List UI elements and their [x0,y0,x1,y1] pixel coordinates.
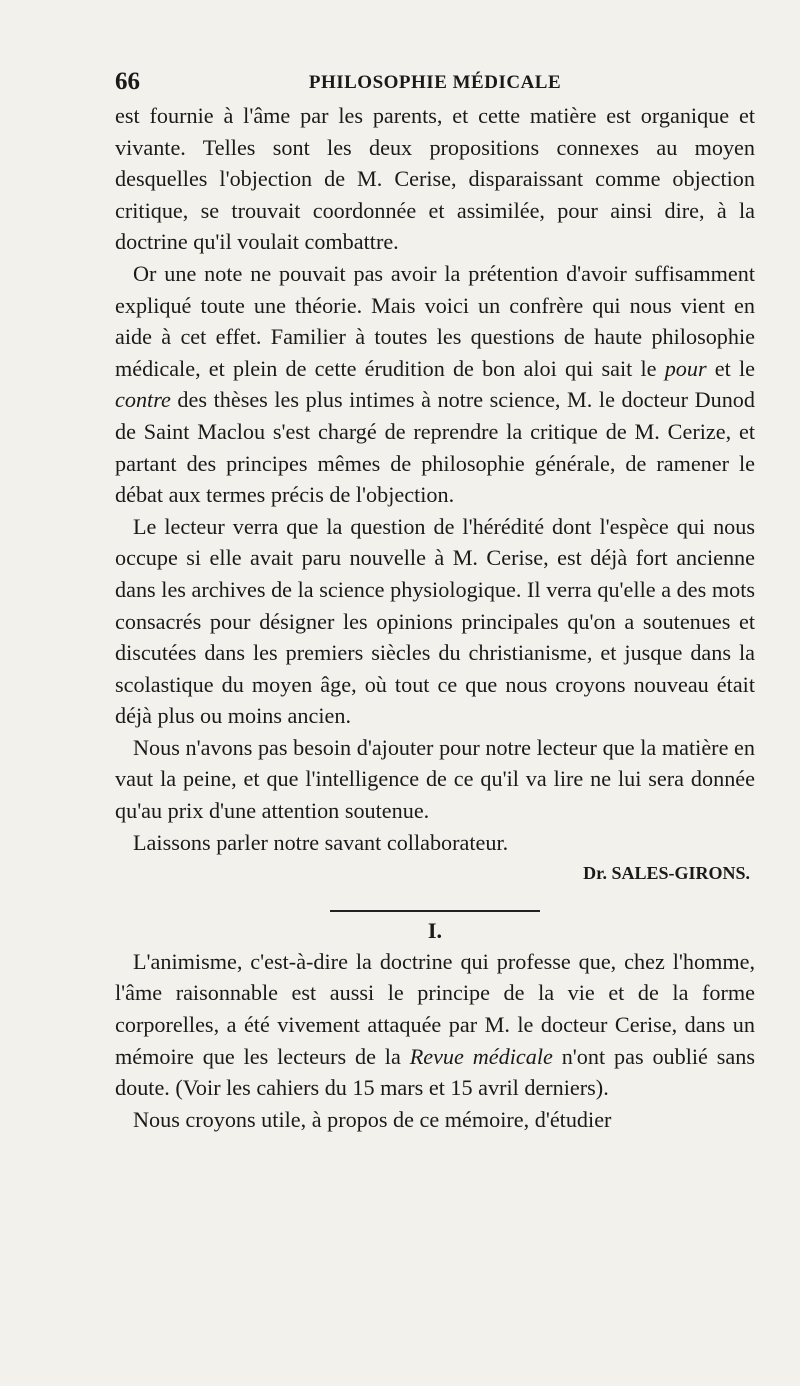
body-text [115,100,755,1135]
italic-pour: pour [664,355,707,381]
paragraph-6 [115,946,755,1104]
running-title: PHILOSOPHIE MÉDICALE [308,72,562,93]
section-number: I. [427,917,443,943]
paragraph-7: Nous croyons utile, à propos de ce mémoire, d'étudier [133,1106,612,1132]
paragraph-2-part-b: et le [706,355,755,381]
paragraph-2 [115,258,755,511]
page-header [115,68,755,98]
page-number: 66 [115,68,140,95]
paragraph-5: Laissons parler notre savant collaborateur. [133,829,509,855]
section-divider [330,910,540,912]
paragraph-4: Nous n'avons pas besoin d'ajouter pour notre lecteur que la matière en vaut la peine, et que l'intelligence de ce qu'il va lire ne lui sera donnée qu'au prix d'une attention soutenue. [115,734,755,824]
paragraph-1: est fournie à l'âme par les parents, et cette matière est organique et vivante. Telles sont les deux propositions connexes au moyen desquelles l'objection de M. Cerise, disparaissant comme objection critique, se trouvait coordonnée et assimilée, pour ainsi dire, à la doctrine qu'il voulait combattre. [115,103,755,255]
paragraph-6-part-a: L'animisme, c'est-à-dire la doctrine qui professe que, chez l'homme, l'âme raisonnable est aussi le principe de la vie et de la forme corporelles, a été vivement attaquée par M. le docteur Cerise, dans un mémoire que les lecteurs de la [115,948,755,1069]
paragraph-3: Le lecteur verra que la question de l'hérédité dont l'espèce qui nous occupe si elle avait paru nouvelle à M. Cerise, est déjà fort ancienne dans les archives de la science physiologique. Il verra qu'elle a des mots consacrés pour désigner les opinions principales qu'on a soutenues et discutées dans les premiers siècles du christianisme, et jusque dans la scolastique du moyen âge, où tout ce que nous croyons nouveau était déjà plus ou moins ancien. [115,513,755,729]
italic-journal-title: Revue médicale [409,1043,553,1069]
author-signature: Dr. SALES-GIRONS. [583,863,750,884]
paragraph-2-part-a: Or une note ne pouvait pas avoir la prétention d'avoir suffisamment expliqué toute une théorie. Mais voici un confrère qui nous vient en aide à cet effet. Familier à toutes les questions de haute philosophie médicale, et plein de cette érudition de bon aloi qui sait le [115,260,755,381]
paragraph-2-part-c: des thèses les plus intimes à notre science, M. le docteur Dunod de Saint Maclou s'est chargé de reprendre la critique de M. Cerize, et partant des principes mêmes de philosophie générale, de ramener le débat aux termes précis de l'objection. [115,387,755,508]
italic-contre: contre [115,387,171,413]
paragraph-6-part-b: n'ont pas oublié sans doute. (Voir les cahiers du 15 mars et 15 avril derniers). [115,1043,755,1101]
